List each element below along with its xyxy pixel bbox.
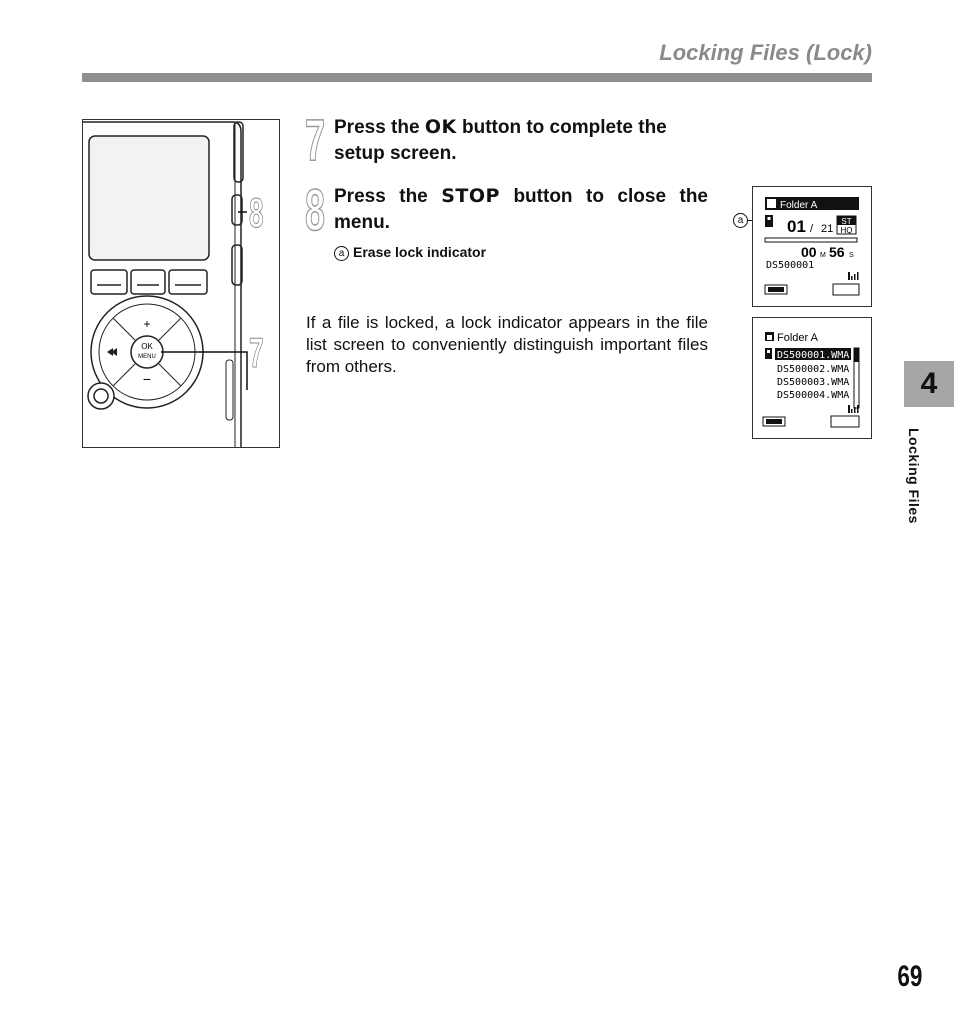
step-8-number: 8 [305, 178, 326, 243]
ok-label: OK [141, 342, 153, 351]
step-8-text [334, 183, 708, 236]
screen1-mode-top: ST [841, 217, 852, 226]
minus-label: − [142, 371, 152, 387]
screen1-time-min-unit: M [820, 252, 826, 259]
screen1-mode-bottom: HQ [840, 226, 853, 235]
screen2-file-3: DS500003.WMA [777, 377, 850, 388]
side-section-label: Locking Files [906, 428, 922, 524]
screen1-slash: / [810, 223, 814, 235]
lock-icon [765, 348, 772, 359]
lock-icon [765, 215, 773, 227]
screen2-file-4: DS500004.WMA [777, 390, 850, 401]
callout-text: Erase lock indicator [353, 244, 487, 260]
screen2-file-1: DS500001.WMA [777, 350, 850, 361]
screen1-time-sec: 56 [829, 244, 845, 260]
screen1-time-sec-unit: S [849, 252, 854, 259]
callout-letter: a [334, 246, 349, 261]
callout-erase-lock [334, 244, 486, 261]
screen1-file-num: 01 [787, 217, 806, 236]
chapter-tab: 4 [904, 361, 954, 407]
step-7-text-before: Press the [334, 117, 425, 138]
lcd-screen-file-list [752, 317, 872, 439]
screen2-file-2: DS500002.WMA [777, 364, 850, 375]
screen2-folder: Folder A [777, 332, 818, 344]
lcd-screen-file-info [752, 186, 872, 307]
device-step-7-label: 7 [249, 329, 264, 376]
step-8-text-before: Press the [334, 186, 442, 207]
page-section-title: Locking Files (Lock) [659, 40, 872, 65]
step-7-text [334, 114, 708, 167]
device-drawing [83, 120, 279, 447]
device-illustration [82, 119, 280, 448]
body-paragraph: If a file is locked, a lock indicator appears in the file list screen to conveniently distinguish important files from others. [306, 313, 708, 376]
callout-marker-a: a [733, 213, 748, 228]
screen1-folder: Folder A [780, 200, 818, 211]
header-rule [82, 73, 872, 82]
menu-label: MENU [138, 354, 156, 360]
stop-key-label: STOP [441, 185, 500, 207]
plus-label: + [143, 317, 151, 331]
page-number: 69 [896, 960, 922, 993]
step-7-text-after: button to complete the setup screen. [334, 117, 667, 164]
device-step-8-label: 8 [249, 189, 264, 236]
ok-key-label: OK [424, 116, 457, 138]
step-7-number: 7 [305, 108, 326, 173]
screen1-time-min: 00 [801, 244, 817, 260]
screen1-filename: DS500001 [766, 260, 815, 271]
screen1-total: 21 [821, 223, 834, 235]
step-8-text-after: button to close the menu. [334, 186, 708, 233]
